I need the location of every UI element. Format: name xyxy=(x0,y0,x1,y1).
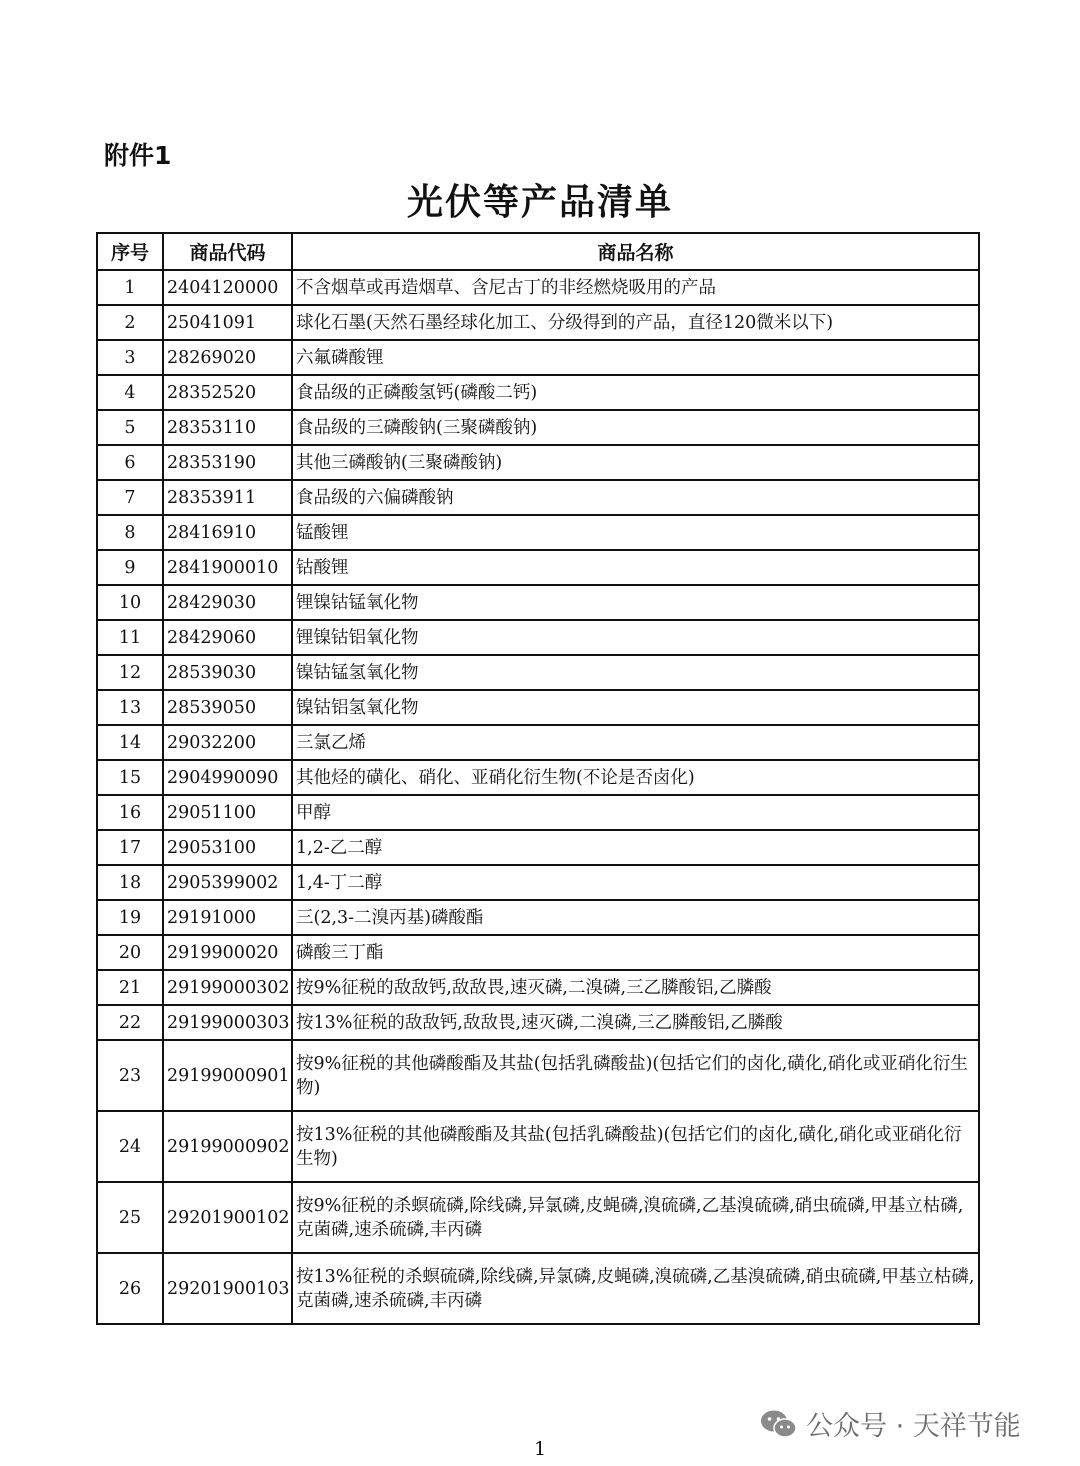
row-code: 29053100 xyxy=(163,830,292,865)
table-row xyxy=(97,830,979,865)
row-code: 28539050 xyxy=(163,690,292,725)
row-name: 钴酸锂 xyxy=(292,550,979,585)
row-code: 2905399002 xyxy=(163,865,292,900)
row-index: 1 xyxy=(97,270,163,305)
row-index: 16 xyxy=(97,795,163,830)
header-index: 序号 xyxy=(97,233,163,270)
row-name: 三(2,3-二溴丙基)磷酸酯 xyxy=(292,900,979,935)
table-row xyxy=(97,865,979,900)
row-name: 1,4-丁二醇 xyxy=(292,865,979,900)
row-name: 镍钴锰氢氧化物 xyxy=(292,655,979,690)
row-code: 2904990090 xyxy=(163,760,292,795)
table-row xyxy=(97,480,979,515)
product-list-table xyxy=(96,232,980,1325)
table-header-row xyxy=(97,233,979,270)
table-row xyxy=(97,445,979,480)
row-index: 10 xyxy=(97,585,163,620)
row-code: 28353911 xyxy=(163,480,292,515)
row-code: 2404120000 xyxy=(163,270,292,305)
row-name: 锰酸锂 xyxy=(292,515,979,550)
row-name: 按13%征税的其他磷酸酯及其盐(包括乳磷酸盐)(包括它们的卤化,磺化,硝化或亚硝化衍生物) xyxy=(292,1111,979,1182)
row-index: 18 xyxy=(97,865,163,900)
row-name: 按9%征税的敌敌钙,敌敌畏,速灭磷,二溴磷,三乙膦酸铝,乙膦酸 xyxy=(292,970,979,1005)
row-index: 15 xyxy=(97,760,163,795)
table-row xyxy=(97,305,979,340)
row-name: 食品级的三磷酸钠(三聚磷酸钠) xyxy=(292,410,979,445)
row-name: 其他三磷酸钠(三聚磷酸钠) xyxy=(292,445,979,480)
row-name: 食品级的正磷酸氢钙(磷酸二钙) xyxy=(292,375,979,410)
wechat-icon xyxy=(760,1409,798,1439)
row-name: 锂镍钴铝氧化物 xyxy=(292,620,979,655)
row-code: 29199000303 xyxy=(163,1005,292,1040)
row-code: 28416910 xyxy=(163,515,292,550)
table-row xyxy=(97,550,979,585)
page-title: 光伏等产品清单 xyxy=(406,181,673,223)
row-code: 28269020 xyxy=(163,340,292,375)
row-code: 29191000 xyxy=(163,900,292,935)
row-name: 球化石墨(天然石墨经球化加工、分级得到的产品，直径120微米以下) xyxy=(292,305,979,340)
table-row xyxy=(97,1040,979,1111)
row-name: 三氯乙烯 xyxy=(292,725,979,760)
row-code: 29201900103 xyxy=(163,1253,292,1324)
row-code: 28429060 xyxy=(163,620,292,655)
row-name: 锂镍钴锰氧化物 xyxy=(292,585,979,620)
table-row xyxy=(97,900,979,935)
table-row xyxy=(97,795,979,830)
row-index: 13 xyxy=(97,690,163,725)
row-code: 28353110 xyxy=(163,410,292,445)
row-code: 29032200 xyxy=(163,725,292,760)
row-index: 4 xyxy=(97,375,163,410)
row-code: 2841900010 xyxy=(163,550,292,585)
row-name: 甲醇 xyxy=(292,795,979,830)
row-name: 六氟磷酸锂 xyxy=(292,340,979,375)
watermark-text: 公众号 · 天祥节能 xyxy=(806,1411,1021,1442)
attachment-label: 附件1 xyxy=(104,141,172,170)
table-row xyxy=(97,1111,979,1182)
row-code: 29051100 xyxy=(163,795,292,830)
row-index: 2 xyxy=(97,305,163,340)
row-index: 24 xyxy=(97,1111,163,1182)
table-row xyxy=(97,270,979,305)
table-row xyxy=(97,375,979,410)
table-row xyxy=(97,410,979,445)
row-code: 28352520 xyxy=(163,375,292,410)
table-row xyxy=(97,620,979,655)
row-name: 食品级的六偏磷酸钠 xyxy=(292,480,979,515)
row-name: 按9%征税的其他磷酸酯及其盐(包括乳磷酸盐)(包括它们的卤化,磺化,硝化或亚硝化衍生物) xyxy=(292,1040,979,1111)
row-code: 29199000302 xyxy=(163,970,292,1005)
row-name: 磷酸三丁酯 xyxy=(292,935,979,970)
row-code: 28353190 xyxy=(163,445,292,480)
table-row xyxy=(97,340,979,375)
row-index: 12 xyxy=(97,655,163,690)
table-row xyxy=(97,725,979,760)
row-code: 29199000901 xyxy=(163,1040,292,1111)
table-row xyxy=(97,515,979,550)
row-code: 29201900102 xyxy=(163,1182,292,1253)
row-name: 按13%征税的敌敌钙,敌敌畏,速灭磷,二溴磷,三乙膦酸铝,乙膦酸 xyxy=(292,1005,979,1040)
row-index: 19 xyxy=(97,900,163,935)
row-index: 26 xyxy=(97,1253,163,1324)
row-code: 28539030 xyxy=(163,655,292,690)
row-index: 3 xyxy=(97,340,163,375)
table-row xyxy=(97,760,979,795)
row-index: 22 xyxy=(97,1005,163,1040)
table-row xyxy=(97,1005,979,1040)
row-index: 11 xyxy=(97,620,163,655)
row-index: 23 xyxy=(97,1040,163,1111)
table-row xyxy=(97,1182,979,1253)
header-code: 商品代码 xyxy=(163,233,292,270)
row-name: 1,2-乙二醇 xyxy=(292,830,979,865)
row-index: 5 xyxy=(97,410,163,445)
row-name: 不含烟草或再造烟草、含尼古丁的非经燃烧吸用的产品 xyxy=(292,270,979,305)
table-row xyxy=(97,935,979,970)
row-name: 其他烃的磺化、硝化、亚硝化衍生物(不论是否卤化) xyxy=(292,760,979,795)
row-name: 按13%征税的杀螟硫磷,除线磷,异氯磷,皮蝇磷,溴硫磷,乙基溴硫磷,硝虫硫磷,甲基立枯磷,克菌磷,速杀硫磷,丰丙磷 xyxy=(292,1253,979,1324)
row-index: 14 xyxy=(97,725,163,760)
row-index: 25 xyxy=(97,1182,163,1253)
header-name: 商品名称 xyxy=(292,233,979,270)
row-index: 7 xyxy=(97,480,163,515)
row-index: 8 xyxy=(97,515,163,550)
table-row xyxy=(97,1253,979,1324)
page-number: 1 xyxy=(533,1438,547,1460)
row-index: 21 xyxy=(97,970,163,1005)
row-index: 17 xyxy=(97,830,163,865)
row-name: 镍钴铝氢氧化物 xyxy=(292,690,979,725)
table-row xyxy=(97,585,979,620)
row-index: 9 xyxy=(97,550,163,585)
row-index: 6 xyxy=(97,445,163,480)
row-code: 28429030 xyxy=(163,585,292,620)
row-index: 20 xyxy=(97,935,163,970)
table-row xyxy=(97,690,979,725)
table-row xyxy=(97,970,979,1005)
row-code: 29199000902 xyxy=(163,1111,292,1182)
table-row xyxy=(97,655,979,690)
row-name: 按9%征税的杀螟硫磷,除线磷,异氯磷,皮蝇磷,溴硫磷,乙基溴硫磷,硝虫硫磷,甲基立枯磷,克菌磷,速杀硫磷,丰丙磷 xyxy=(292,1182,979,1253)
row-code: 2919900020 xyxy=(163,935,292,970)
row-code: 25041091 xyxy=(163,305,292,340)
